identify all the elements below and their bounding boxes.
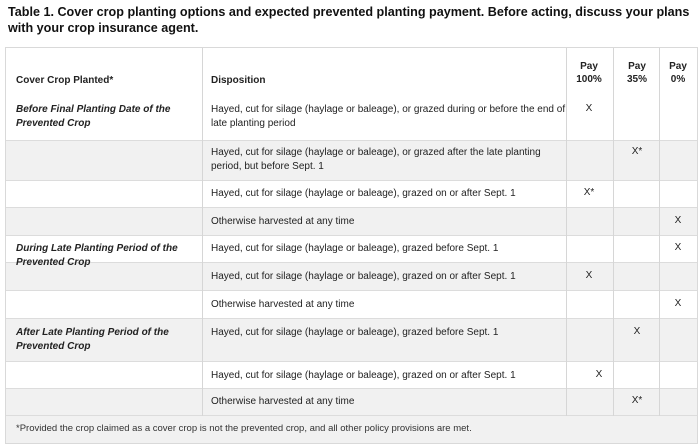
footnote-text: *Provided the crop claimed as a cover crop is not the prevented crop, and all other policy provisions are met. (16, 423, 472, 434)
table-row (6, 141, 697, 181)
pay-100-mark: X* (583, 187, 595, 198)
group-label-before-final: Before Final Planting Date of the Prevented Crop (16, 104, 171, 129)
disposition-cell: Hayed, cut for silage (haylage or baleage), or grazed after the late planting period, but before Sept. 1 (211, 147, 541, 172)
pay-0-mark: X (674, 298, 682, 309)
disposition-cell: Hayed, cut for silage (haylage or baleage), grazed on or after Sept. 1 (211, 188, 516, 199)
table-row (6, 362, 697, 389)
table-row (6, 181, 697, 208)
column-divider (566, 48, 567, 416)
disposition-cell: Otherwise harvested at any time (211, 396, 355, 407)
disposition-cell: Hayed, cut for silage (haylage or baleage), grazed before Sept. 1 (211, 243, 499, 254)
pay-0-mark: X (674, 242, 682, 253)
group-label-during-late: During Late Planting Period of the Prevented Crop (16, 243, 178, 268)
disposition-cell: Otherwise harvested at any time (211, 299, 355, 310)
table-row (6, 208, 697, 236)
pay-100-mark: X (595, 369, 603, 380)
disposition-cell: Hayed, cut for silage (haylage or baleage), grazed on or after Sept. 1 (211, 370, 516, 381)
disposition-cell: Hayed, cut for silage (haylage or baleage), or grazed during or before the end of late planting period (211, 104, 566, 129)
column-divider (202, 48, 203, 416)
header-pay-35: Pay 35% (626, 61, 647, 85)
disposition-cell: Otherwise harvested at any time (211, 216, 355, 227)
pay-0-mark: X (674, 215, 682, 226)
table-row (6, 291, 697, 319)
column-divider (613, 48, 614, 416)
disposition-cell: Hayed, cut for silage (haylage or baleage), grazed on or after Sept. 1 (211, 271, 516, 282)
column-divider (659, 48, 660, 416)
disposition-cell: Hayed, cut for silage (haylage or baleage), grazed before Sept. 1 (211, 327, 499, 338)
pay-35-mark: X* (631, 146, 643, 157)
header-cover-crop: Cover Crop Planted* (16, 75, 114, 86)
header-disposition: Disposition (211, 75, 266, 86)
header-pay-100: Pay 100% (576, 61, 602, 85)
pay-100-mark: X (585, 103, 593, 114)
table-row (6, 389, 697, 416)
table-footnote (6, 416, 697, 443)
group-label-after-late: After Late Planting Period of the Prevented Crop (16, 327, 169, 352)
pay-35-mark: X (633, 326, 641, 337)
pay-100-mark: X (585, 270, 593, 281)
payment-table (5, 47, 698, 444)
table-header (6, 48, 697, 98)
header-pay-0: Pay 0% (669, 61, 687, 85)
table-caption: Table 1. Cover crop planting options and expected prevented planting payment. Before acting, discuss your plans with your crop insurance agent. (8, 5, 690, 35)
pay-35-mark: X* (631, 395, 643, 406)
